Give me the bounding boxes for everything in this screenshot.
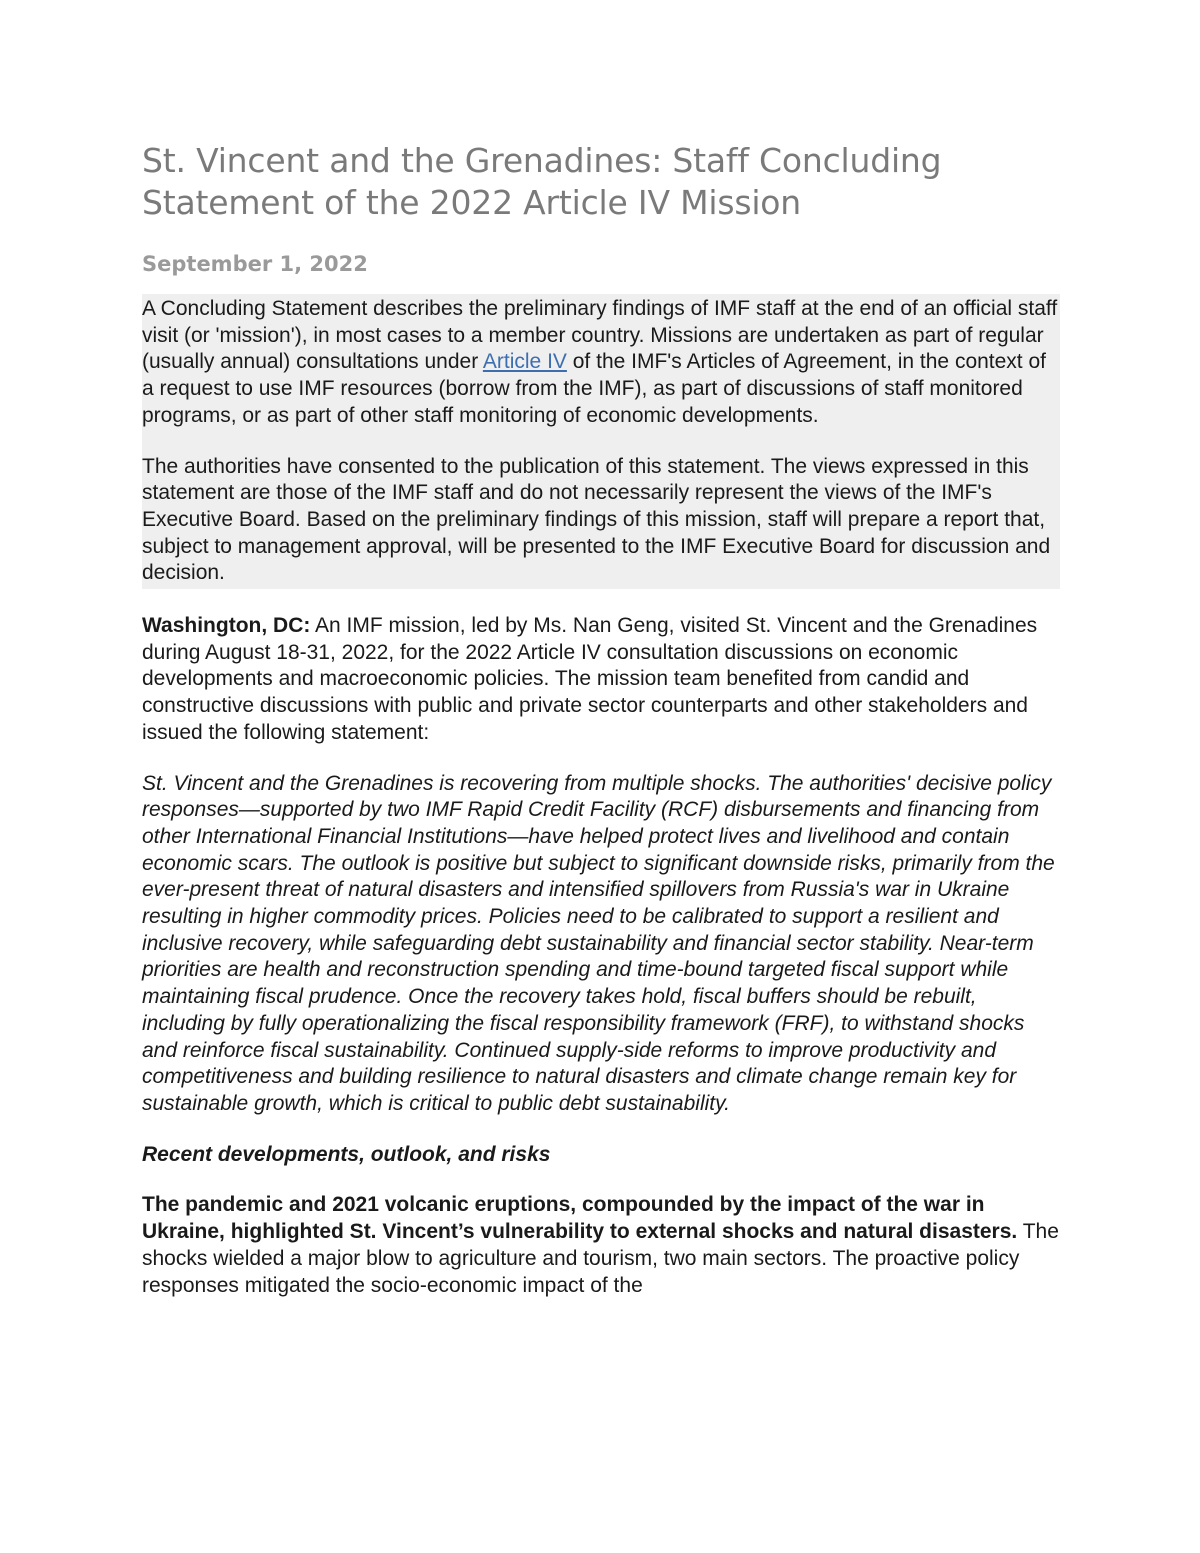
dateline-paragraph (142, 613, 1060, 747)
section-paragraph (142, 1192, 1060, 1299)
article-iv-link[interactable]: Article IV (482, 350, 567, 374)
section-text: The shocks wielded a major blow to agriculture and tourism, two main sectors. The proactive policy responses mitigated the socio-economic impact of the (142, 1220, 1059, 1297)
intro-paragraph-1 (142, 296, 1060, 430)
dateline-text: An IMF mission, led by Ms. Nan Geng, visited St. Vincent and the Grenadines during August 18-31, 2022, for the 2022 Article IV consultation discussions on economic developments and macroeconomic policies. The mission team benefited from candid and constructive discussions with public and private sector counterparts and other stakeholders and issued the following statement: (142, 614, 1038, 744)
document-page (142, 140, 1060, 1299)
document-title: St. Vincent and the Grenadines: Staff Concluding Statement of the 2022 Article IV Mission (142, 141, 942, 222)
dateline-label: Washington, DC: (142, 614, 311, 638)
section-lead: The pandemic and 2021 volcanic eruptions, compounded by the impact of the war in Ukraine, highlighted St. Vincent’s vulnerability to external shocks and natural disasters. (142, 1193, 1018, 1244)
section-heading: Recent developments, outlook, and risks (142, 1142, 551, 1166)
intro-paragraph-2: The authorities have consented to the publication of this statement. The views expressed in this statement are those of the IMF staff and do not necessarily represent the views of the IMF's Executive Board. Based on the preliminary findings of this mission, staff will prepare a report that, subject to management approval, will be presented to the IMF Executive Board for discussion and decision. (142, 454, 1051, 585)
intro-p1-text-start: A Concluding Statement describes the preliminary findings of IMF staff at the end of an official staff visit (or 'mission'), in most cases to a member country. Missions are undertaken as part of regular (usually annual) consultations under (142, 297, 1058, 374)
summary-paragraph: St. Vincent and the Grenadines is recovering from multiple shocks. The authorities' decisive policy responses—supported by two IMF Rapid Credit Facility (RCF) disbursements and financing from other International Financial Institutions—have helped protect lives and livelihood and contain economic scars. The outlook is positive but subject to significant downside risks, primarily from the ever-present threat of natural disasters and intensified spillovers from Russia's war in Ukraine resulting in higher commodity prices. Policies need to be calibrated to support a resilient and inclusive recovery, while safeguarding debt sustainability and financial sector stability. Near-term priorities are health and reconstruction spending and time-bound targeted fiscal support while maintaining fiscal prudence. Once the recovery takes hold, fiscal buffers should be rebuilt, including by fully operationalizing the fiscal responsibility framework (FRF), to withstand shocks and reinforce fiscal sustainability. Continued supply-side reforms to improve productivity and competitiveness and building resilience to natural disasters and climate change remain key for sustainable growth, which is critical to public debt sustainability. (142, 771, 1055, 1115)
intro-box (142, 294, 1060, 589)
publication-date: September 1, 2022 (142, 252, 368, 276)
intro-p1-text-end: of the IMF's Articles of Agreement, in the context of a request to use IMF resources (borrow from the IMF), as part of discussions of staff monitored programs, or as part of other staff monitoring of economic developments. (142, 350, 1046, 427)
